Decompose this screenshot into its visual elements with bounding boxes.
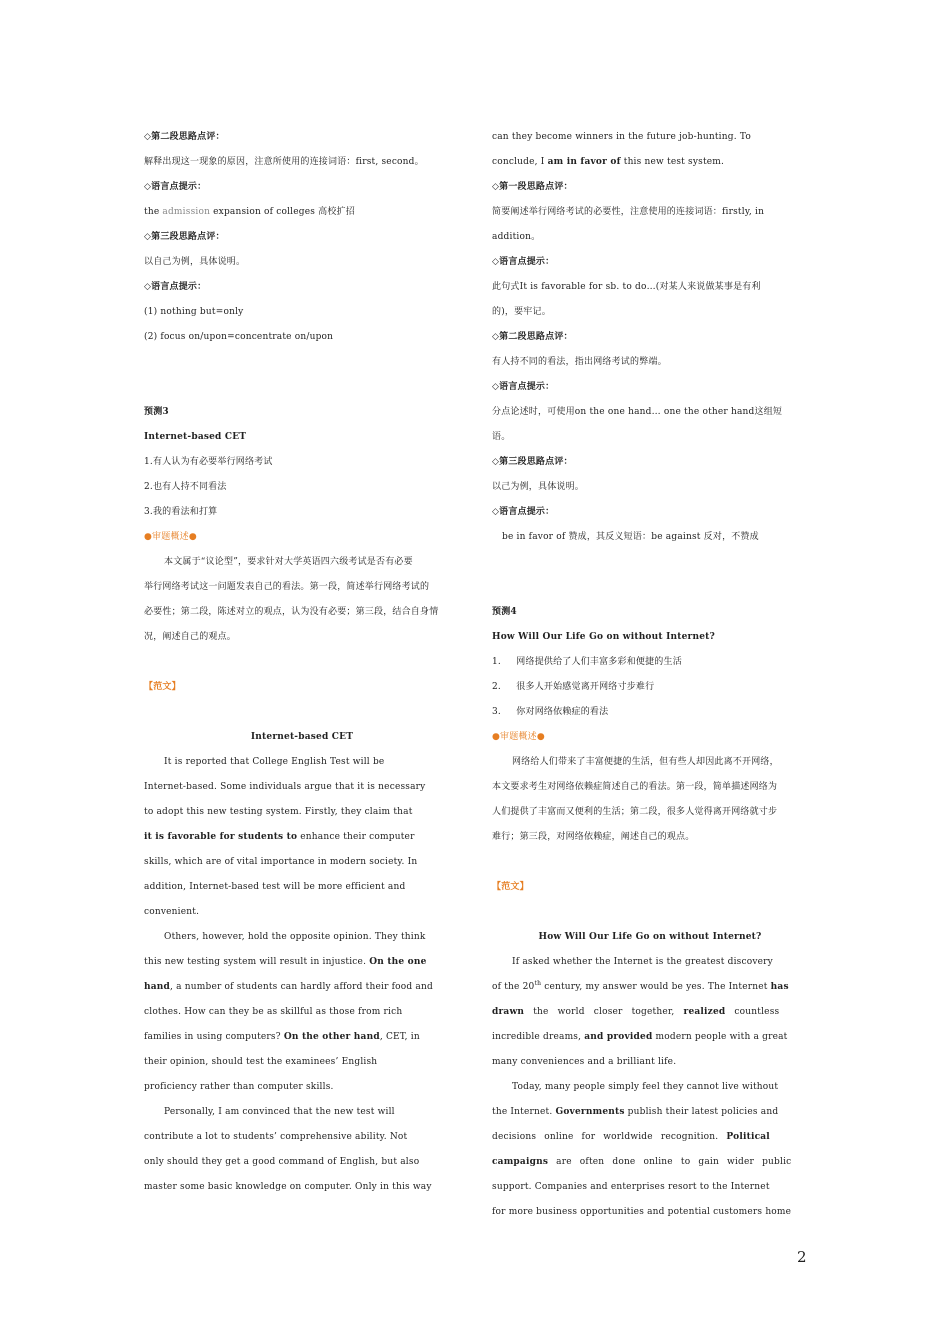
text-line: 难行；第三段，对网络依赖症，阐述自己的观点。 [492,832,695,842]
essay-line: clothes. How can they be as skillful as those from rich [144,1007,403,1017]
text-line: 此句式It is favorable for sb. to do…(对某人来说做某事是有利 [492,282,761,292]
essay-line: Today, many people simply feel they cannot live without [512,1082,779,1092]
section-heading: ◇第二段思路点评： [492,332,573,342]
essay-line: families in using computers? On the other hand, CET, in [144,1032,420,1042]
section-heading: ◇语言点提示： [492,257,555,267]
prediction-heading: 预测3 [144,407,169,417]
left-column [144,128,460,1203]
essay-line: Personally, I am convinced that the new test will [164,1107,395,1117]
essay-line: It is reported that College English Test will be [164,757,385,767]
text-line: 以己为例，具体说明。 [492,482,585,492]
essay-line: master some basic knowledge on computer. Only in this way [144,1182,432,1192]
section-heading: ◇语言点提示： [492,507,555,517]
text-line: be in favor of 赞成，其反义短语：be against 反对，不赞成 [502,532,759,542]
model-essay-heading: 【范文】 [144,682,181,692]
essay-line: Internet-based. Some individuals argue that it is necessary [144,782,426,792]
text-line: 以自己为例，具体说明。 [144,257,246,267]
outline-item: 2.也有人持不同看法 [144,482,227,492]
essay-line: hand, a number of students can hardly afford their food and [144,982,433,992]
text-line: the admission expansion of colleges 高校扩招 [144,207,355,217]
section-heading: ◇第二段思路点评： [144,132,225,142]
essay-line: this new testing system will result in injustice. On the one [144,957,427,967]
text-line: 语。 [492,432,511,442]
essay-line: addition, Internet-based test will be more efficient and [144,882,406,892]
essay-line: proficiency rather than computer skills. [144,1082,334,1092]
text-line: 的)，要牢记。 [492,307,551,317]
essay-line: their opinion, should test the examinees’ English [144,1057,378,1067]
essay-line: many conveniences and a brilliant life. [492,1057,677,1067]
section-heading: ◇语言点提示： [492,382,555,392]
essay-line: can they become winners in the future job-hunting. To [492,132,751,142]
text-line: 本文要求考生对网络依赖症简述自己的看法。第一段，简单描述网络为 [492,782,778,792]
section-heading: ◇语言点提示： [144,182,207,192]
essay-line: only should they get a good command of English, but also [144,1157,420,1167]
text-line: (2) focus on/upon=concentrate on/upon [144,332,334,342]
essay-line: conclude, I am in favor of this new test system. [492,157,725,167]
essay-line: support. Companies and enterprises resort to the Internet [492,1182,770,1192]
essay-title: How Will Our Life Go on without Internet? [538,932,762,942]
essay-line: of the 20th century, my answer would be yes. The Internet has [492,980,789,992]
prediction-title: How Will Our Life Go on without Internet? [492,632,715,642]
outline-item: 3. 你对网络依赖症的看法 [492,707,609,717]
page-number: 2 [797,1248,807,1266]
essay-line: convenient. [144,907,200,917]
essay-line: the Internet. Governments publish their latest policies and [492,1107,779,1117]
outline-item: 1. 网络提供给了人们丰富多彩和便捷的生活 [492,657,682,667]
text-line: addition。 [492,232,541,242]
prediction-title: Internet-based CET [144,432,247,442]
essay-line: to adopt this new testing system. Firstly, they claim that [144,807,413,817]
text-line: 简要阐述举行网络考试的必要性，注意使用的连接词语：firstly, in [492,207,765,217]
section-heading: ◇第一段思路点评： [492,182,573,192]
text-line: 分点论述时，可使用on the one hand… one the other hand这组短 [492,407,783,417]
text-line: 网络给人们带来了丰富便捷的生活，但有些人却因此离不开网络， [512,757,779,767]
essay-line: drawn the world closer together, realized countless [492,1007,780,1017]
model-essay-heading: 【范文】 [492,882,529,892]
review-summary-heading: ●审题概述● [144,532,197,542]
outline-item: 1.有人认为有必要举行网络考试 [144,457,273,467]
outline-item: 2. 很多人开始感觉离开网络寸步难行 [492,682,655,692]
review-summary-heading: ●审题概述● [492,732,545,742]
right-column [492,128,808,1228]
essay-line: skills, which are of vital importance in modern society. In [144,857,418,867]
essay-line: it is favorable for students to enhance their computer [144,832,415,842]
text-line: 必要性；第二段，陈述对立的观点，认为没有必要；第三段，结合自身情 [144,607,439,617]
essay-line: If asked whether the Internet is the greatest discovery [512,957,773,967]
prediction-heading: 预测4 [492,607,517,617]
section-heading: ◇第三段思路点评： [144,232,225,242]
section-heading: ◇第三段思路点评： [492,457,573,467]
essay-title: Internet-based CET [250,732,354,742]
essay-line: contribute a lot to students’ comprehensive ability. Not [144,1132,408,1142]
section-heading: ◇语言点提示： [144,282,207,292]
text-line: 举行网络考试这一问题发表自己的看法。第一段，简述举行网络考试的 [144,582,430,592]
essay-line: for more business opportunities and potential customers home [492,1207,792,1217]
essay-line: Others, however, hold the opposite opinion. They think [164,932,426,942]
text-line: 解释出现这一现象的原因，注意所使用的连接词语：first, second。 [144,157,424,167]
essay-line: incredible dreams, and provided modern people with a great [492,1032,788,1042]
outline-item: 3.我的看法和打算 [144,507,218,517]
text-line: 人们提供了丰富而又便利的生活；第二段，很多人觉得离开网络就寸步 [492,807,778,817]
text-line: (1) nothing but=only [144,307,244,317]
essay-line: campaigns are often done online to gain wider public [492,1157,792,1167]
text-line: 本文属于“议论型”，要求针对大学英语四六级考试是否有必要 [164,557,413,567]
essay-line: decisions online for worldwide recognition. Political [492,1132,770,1142]
text-line: 况，阐述自己的观点。 [144,632,237,642]
text-line: 有人持不同的看法，指出网络考试的弊端。 [492,357,667,367]
